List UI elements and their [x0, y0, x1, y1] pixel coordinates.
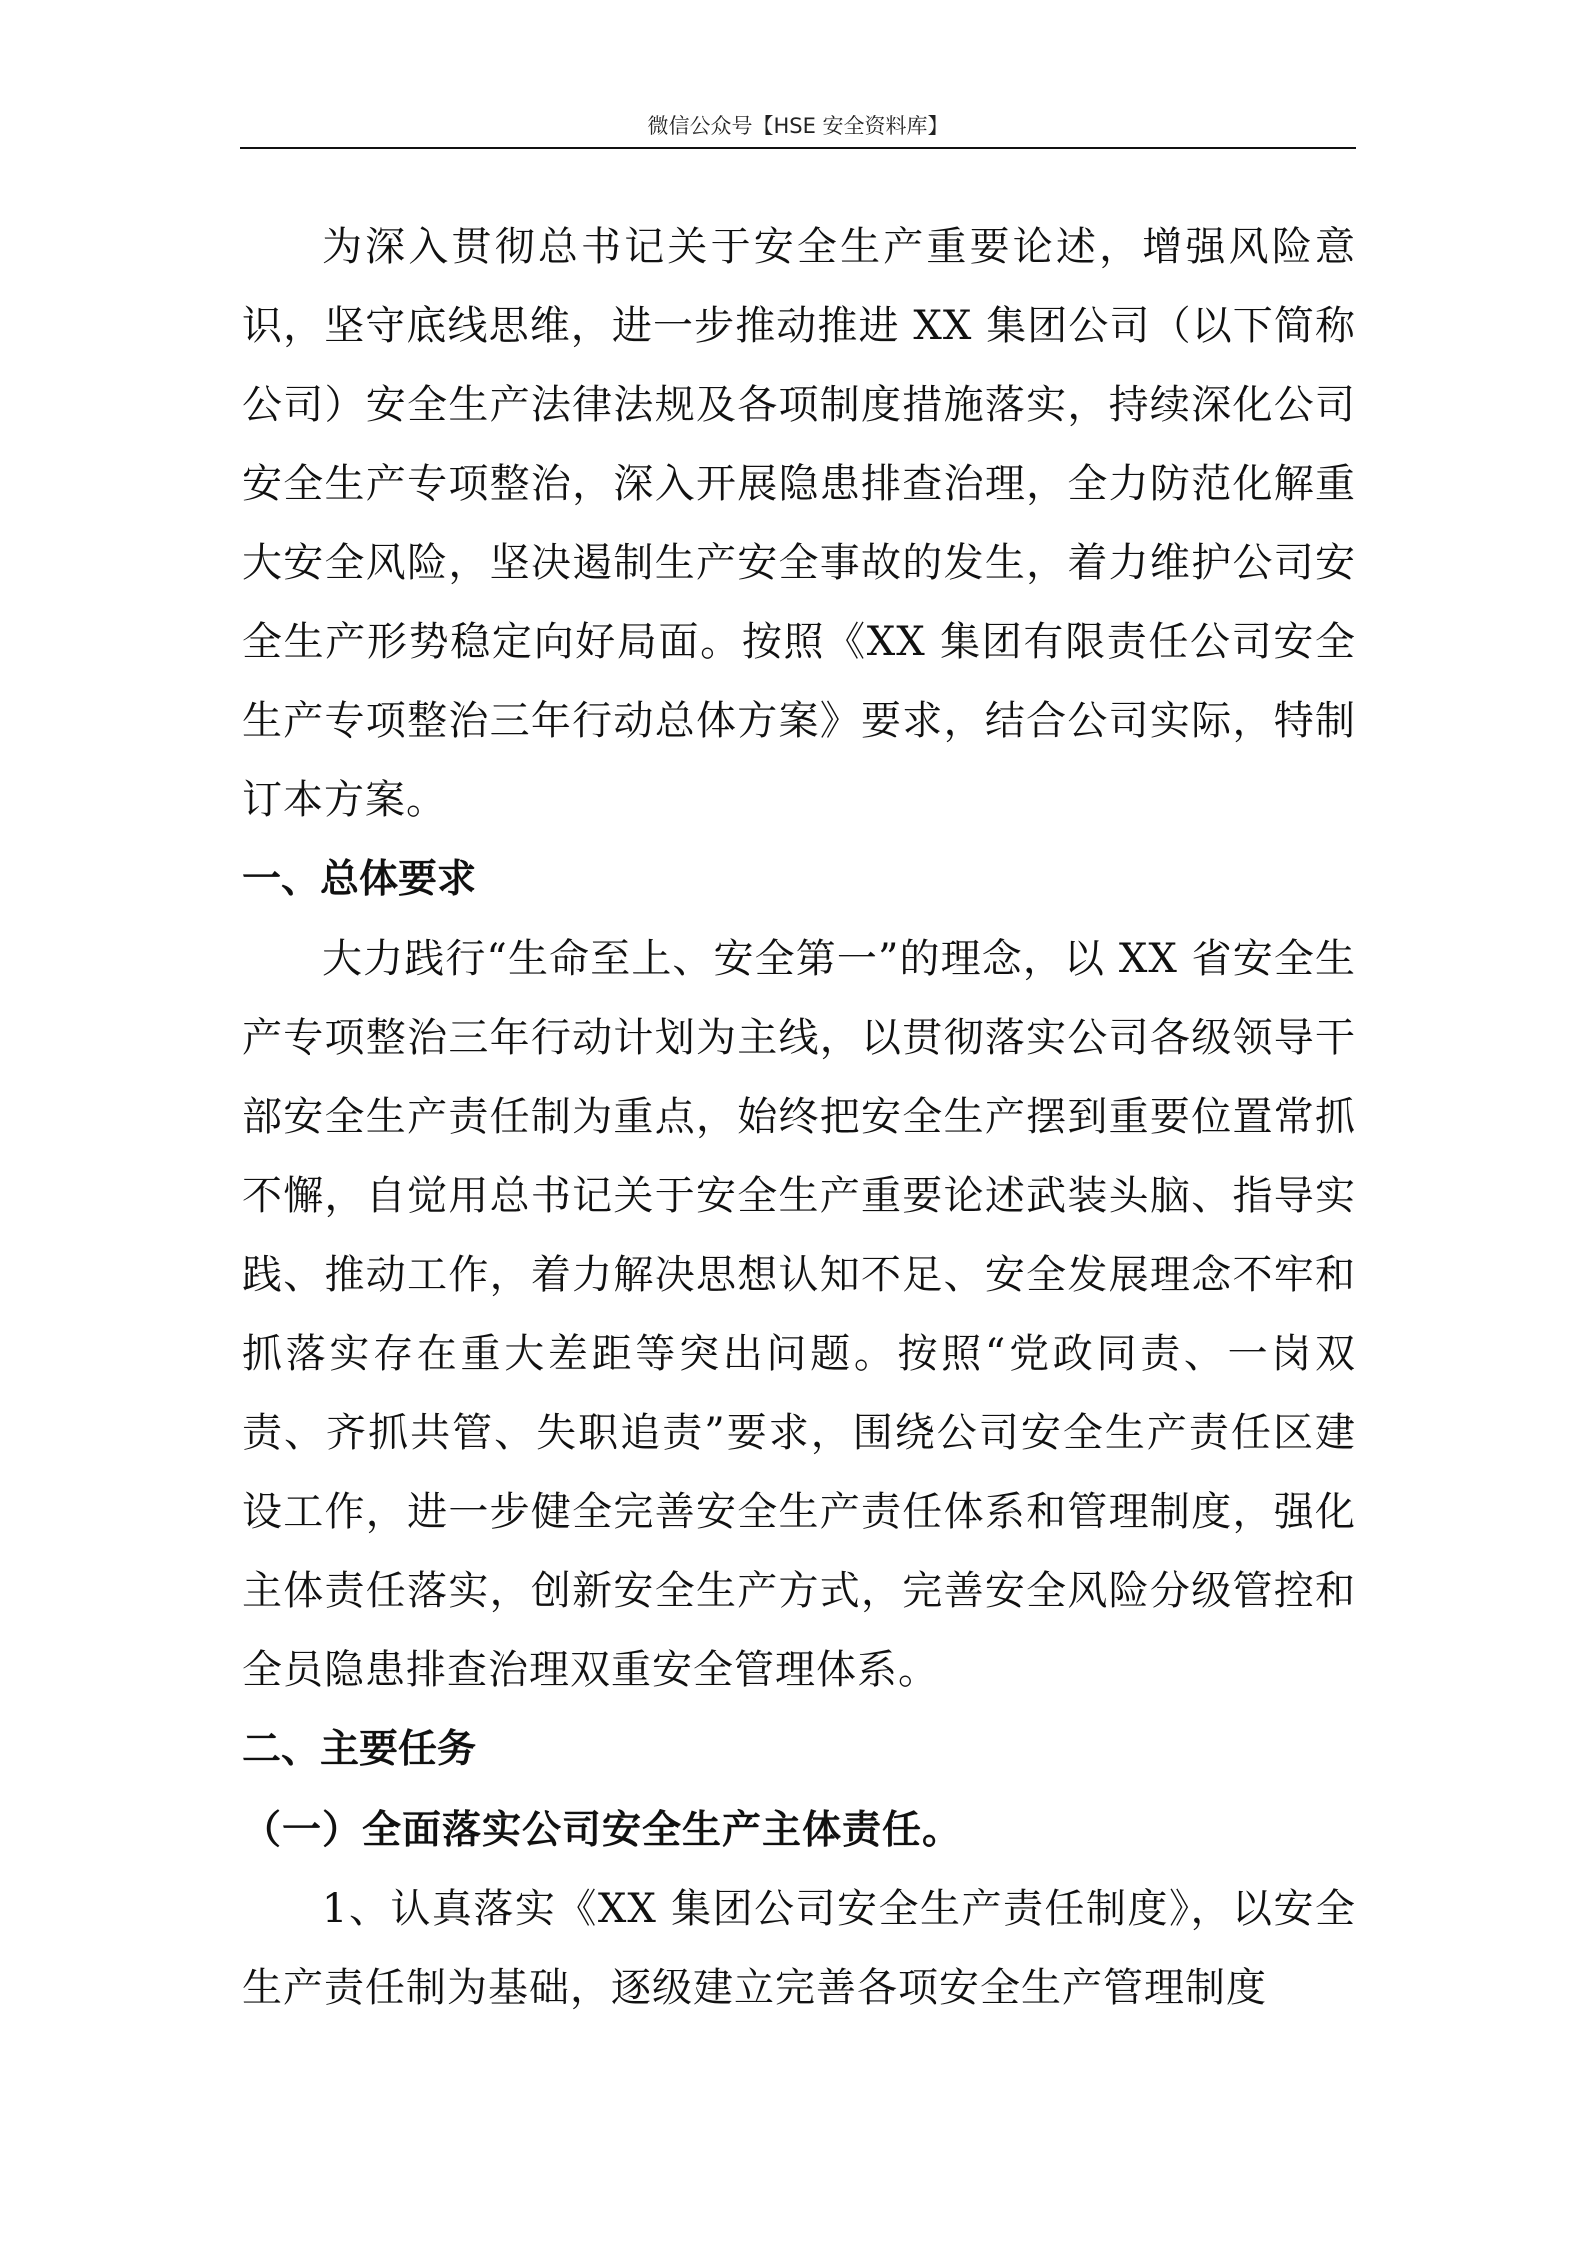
task-item-1: 1、认真落实《XX 集团公司安全生产责任制度》，以安全生产责任制为基础，逐级建立完善各项安全生产管理制度: [242, 1886, 1356, 2011]
section-heading-general-requirements: 一、总体要求: [242, 857, 477, 902]
page-header: 微信公众号【HSE 安全资料库】: [647, 114, 949, 138]
header-divider: [240, 147, 1356, 149]
intro-paragraph: 为深入贯彻总书记关于安全生产重要论述，增强风险意识，坚守底线思维，进一步推动推进 XX 集团公司（以下简称公司）安全生产法律法规及各项制度措施落实，持续深化公司安全生产专项整治，深入开展隐患排查治理，全力防范化解重大安全风险，坚决遏制生产安全事故的发生，着力维护公司安全生产形势稳定向好局面。按照《XX 集团有限责任公司安全生产专项整治三年行动总体方案》要求，结合公司实际，特制订本方案。: [242, 224, 1356, 823]
document-body: [242, 208, 1356, 2028]
general-requirements-paragraph: 大力践行“生命至上、安全第一”的理念，以 XX 省安全生产专项整治三年行动计划为主线，以贯彻落实公司各级领导干部安全生产责任制为重点，始终把安全生产摆到重要位置常抓不懈，自觉用总书记关于安全生产重要论述武装头脑、指导实践、推动工作，着力解决思想认知不足、安全发展理念不牢和抓落实存在重大差距等突出问题。按照“党政同责、一岗双责、齐抓共管、失职追责”要求，围绕公司安全生产责任区建设工作，进一步健全完善安全生产责任体系和管理制度，强化主体责任落实，创新安全生产方式，完善安全风险分级管控和全员隐患排查治理双重安全管理体系。: [242, 936, 1356, 1693]
section-heading-main-tasks: 二、主要任务: [242, 1727, 477, 1772]
subsection-heading-responsibility: （一）全面落实公司安全生产主体责任。: [242, 1807, 963, 1853]
